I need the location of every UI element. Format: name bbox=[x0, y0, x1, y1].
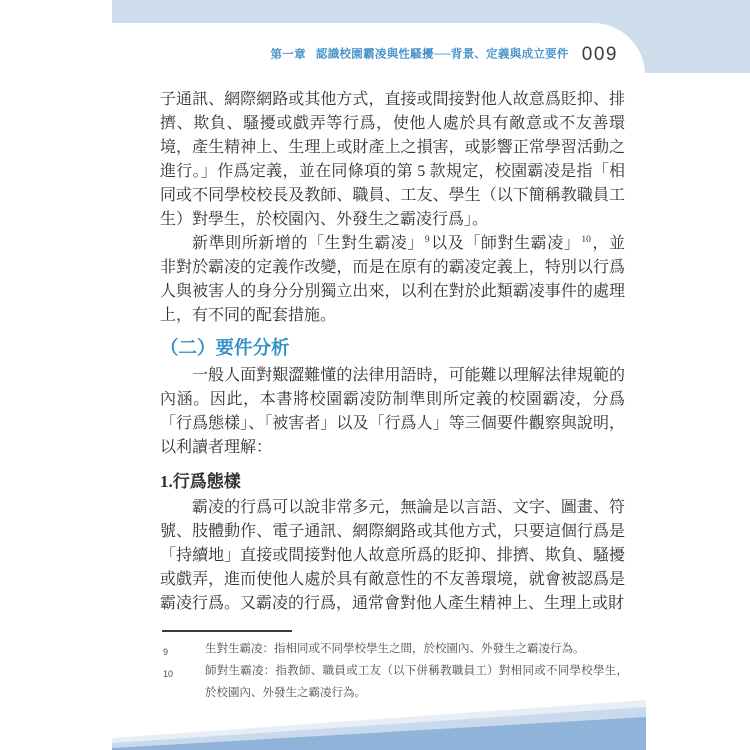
paragraph-text: ，並非對於霸凌的定義作改變，而是在原有的霸凌定義上，特別以行爲人與被害人的身分分別獨立出來，以利在對於此類霸凌事件的處理上，有不同的配套措施。 bbox=[160, 235, 625, 324]
footnote-item bbox=[160, 638, 628, 660]
paragraph-behavior-types: 霸凌的行爲可以說非常多元，無論是以言語、文字、圖畫、符號、肢體動作、電子通訊、網際網路或其他方式，只要這個行爲是「持續地」直接或間接對他人故意所爲的貶抑、排擠、欺負、騷擾或戲弄，進而使他人處於具有敵意性的不友善環境，就會被認爲是霸凌行爲。又霸凌的行爲，通常會對他人產生精神上、生理上或財 bbox=[160, 499, 625, 612]
footnote-ref-10: 10 bbox=[581, 235, 591, 245]
page-content bbox=[160, 88, 625, 616]
paragraph-definition-continued: 子通訊、網際網路或其他方式，直接或間接對他人故意爲貶抑、排擠、欺負、騷擾或戲弄等行爲，使他人處於具有敵意或不友善環境，產生精神上、生理上或財產上之損害，或影響正常學習活動之進行。」作爲定義，並在同條項的第 5 款規定，校園霸凌是指「相同或不同學校校長及教師、職員、工友、學生（以下簡稱教職員工生）對學生，於校園內、外發生之霸凌行爲」。 bbox=[160, 91, 625, 228]
paragraph-text: 以及「師對生霸凌」 bbox=[430, 235, 581, 252]
footnote-marker: 10 bbox=[163, 669, 174, 679]
page-number: 009 bbox=[581, 44, 618, 65]
footnote-marker: 9 bbox=[163, 647, 169, 657]
chapter-label: 第一章 bbox=[270, 48, 306, 61]
footnote-divider bbox=[162, 630, 292, 632]
footnote-ref-9: 9 bbox=[424, 235, 430, 245]
footnote-text: 生對生霸凌：指相同或不同學校學生之間，於校園內、外發生之霸凌行為。 bbox=[205, 643, 585, 655]
section-heading: （二）要件分析 bbox=[160, 337, 290, 358]
subsection-heading: 1.行爲態樣 bbox=[160, 472, 241, 491]
paragraph-text: 新準則所新增的「生對生霸凌」 bbox=[192, 235, 424, 252]
running-header bbox=[160, 45, 618, 65]
paragraph-elements-intro: 一般人面對艱澀難懂的法律用語時，可能難以理解法律規範的內涵。因此，本書將校園霸凌防制準則所定義的校園霸凌，分爲「行爲態樣」、「被害者」以及「行爲人」等三個要件觀察與說明，以利讀者理解： bbox=[160, 367, 625, 456]
chapter-title: 認識校園霸凌與性騷擾──背景、定義與成立要件 bbox=[315, 48, 569, 61]
footnote-text: 師對生霸凌：指教師、職員或工友（以下併稱教職員工）對相同或不同學校學生，於校園內、外發生之霸凌行為。 bbox=[205, 665, 628, 699]
footer-wave-decoration bbox=[0, 688, 750, 750]
paragraph-new-rules bbox=[160, 232, 625, 328]
